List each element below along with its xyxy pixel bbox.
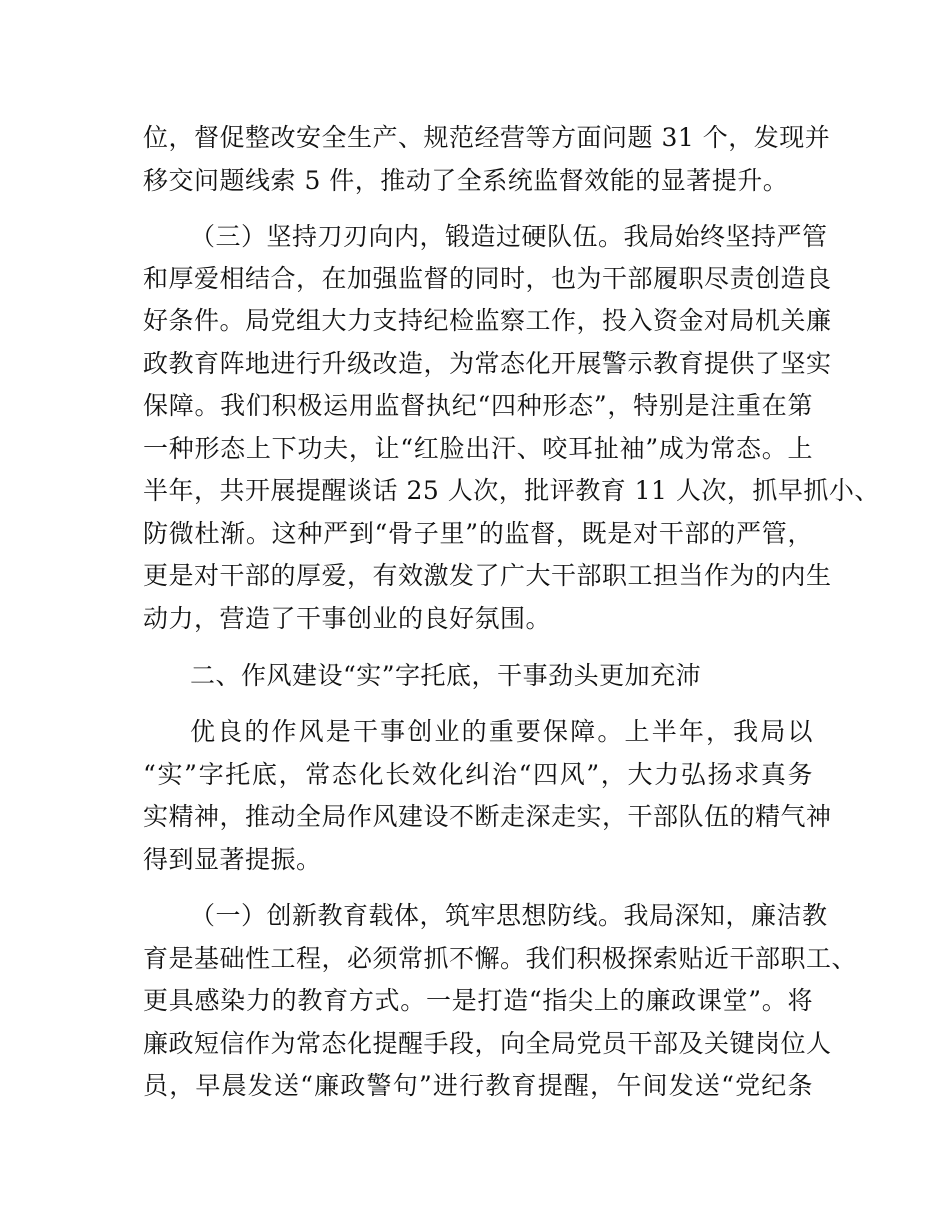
body-text-line: 更具感染力的教育方式。一是打造“指尖上的廉政课堂”。将: [143, 986, 813, 1015]
body-text-line: 保障。我们积极运用监督执纪“四种形态”，特别是注重在第: [143, 391, 813, 420]
body-text-line: 好条件。局党组大力支持纪检监察工作，投入资金对局机关廉: [143, 306, 832, 335]
body-text-line: 育是基础性工程，必须常抓不懈。我们积极探索贴近干部职工、: [143, 944, 858, 973]
body-text-line: 更是对干部的厚爱，有效激发了广大干部职工担当作为的内生: [143, 561, 832, 590]
paragraph-heading-line: （三）坚持刀刃向内，锻造过硬队伍。我局始终坚持严管: [190, 222, 828, 251]
section-heading: 二、作风建设“实”字托底，干事劲头更加充沛: [190, 661, 702, 690]
body-text-line: 位，督促整改安全生产、规范经营等方面问题 31 个，发现并: [143, 123, 831, 152]
body-text-line: 员，早晨发送“廉政警句”进行教育提醒，午间发送“党纪条: [143, 1071, 813, 1100]
body-text-line: “实”字托底，常态化长效化纠治“四风”，大力弘扬求真务: [143, 760, 813, 789]
body-text-line: 政教育阵地进行升级改造，为常态化开展警示教育提供了坚实: [143, 349, 832, 378]
body-text-line: 移交问题线索 5 件，推动了全系统监督效能的显著提升。: [143, 166, 789, 195]
body-text-line: 实精神，推动全局作风建设不断走深走实，干部队伍的精气神: [143, 802, 832, 831]
body-text-line: 得到显著提振。: [143, 845, 322, 874]
body-text-line: 优良的作风是干事创业的重要保障。上半年，我局以: [190, 717, 813, 746]
body-text-line: 廉政短信作为常态化提醒手段，向全局党员干部及关键岗位人: [143, 1029, 832, 1058]
body-text-line: 和厚爱相结合，在加强监督的同时，也为干部履职尽责创造良: [143, 264, 832, 293]
paragraph-heading-line: （一）创新教育载体，筑牢思想防线。我局深知，廉洁教: [190, 901, 828, 930]
body-text-line: 防微杜渐。这种严到“骨子里”的监督，既是对干部的严管，: [143, 519, 813, 548]
body-text-line: 一种形态上下功夫，让“红脸出汗、咬耳扯袖”成为常态。上: [143, 434, 813, 463]
body-text-line: 动力，营造了干事创业的良好氛围。: [143, 604, 552, 633]
body-text-line: 半年，共开展提醒谈话 25 人次，批评教育 11 人次，抓早抓小、: [143, 476, 880, 505]
